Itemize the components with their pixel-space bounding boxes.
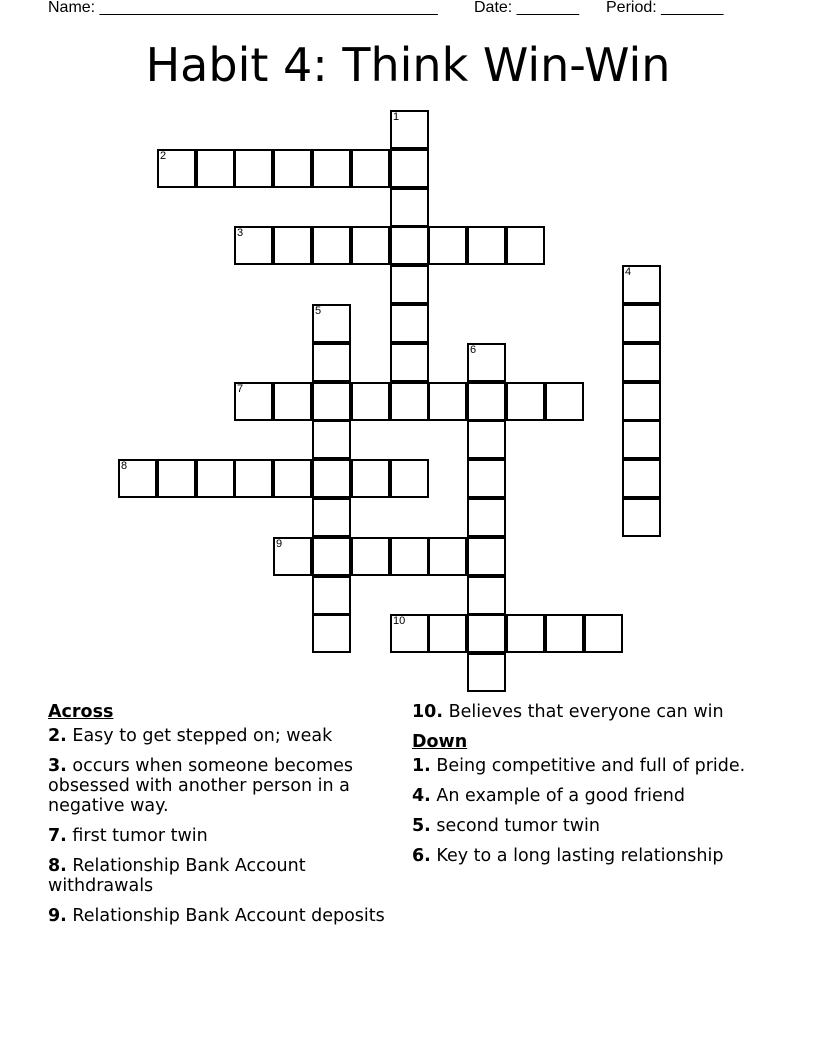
crossword-cell[interactable] <box>390 382 429 421</box>
clue-down-6: 6. Key to a long lasting relationship <box>412 846 724 866</box>
crossword-cell[interactable] <box>622 459 661 498</box>
crossword-cell[interactable] <box>584 614 623 653</box>
clue-down-4: 4. An example of a good friend <box>412 786 685 806</box>
crossword-cell[interactable] <box>312 537 351 576</box>
clue-across-9: 9. Relationship Bank Account deposits <box>48 906 385 926</box>
crossword-cell[interactable] <box>312 498 351 537</box>
crossword-cell[interactable] <box>312 343 351 382</box>
crossword-cell[interactable] <box>467 382 506 421</box>
crossword-cell[interactable] <box>273 149 312 188</box>
crossword-cell[interactable] <box>390 149 429 188</box>
crossword-cell[interactable] <box>622 498 661 537</box>
crossword-cell[interactable] <box>390 110 429 149</box>
crossword-cell[interactable] <box>545 382 584 421</box>
crossword-cell[interactable] <box>467 614 506 653</box>
down-heading: Down <box>412 732 468 752</box>
crossword-cell[interactable] <box>428 226 467 265</box>
crossword-cell[interactable] <box>118 459 157 498</box>
crossword-cell[interactable] <box>273 382 312 421</box>
crossword-cell[interactable] <box>312 149 351 188</box>
crossword-cell[interactable] <box>390 304 429 343</box>
crossword-cell[interactable] <box>196 149 235 188</box>
clue-down-5: 5. second tumor twin <box>412 816 600 836</box>
crossword-cell[interactable] <box>622 420 661 459</box>
crossword-cell[interactable] <box>234 149 273 188</box>
crossword-cell[interactable] <box>312 420 351 459</box>
crossword-cell[interactable] <box>157 459 196 498</box>
page-title: Habit 4: Think Win-Win <box>145 38 671 92</box>
clue-across-3: 3. occurs when someone becomes obsessed with another person in a negative way. <box>48 756 354 816</box>
crossword-cell[interactable] <box>467 226 506 265</box>
clue-number-label: 7 <box>237 383 244 395</box>
date-field-label: Date: _______ <box>474 0 579 16</box>
period-field-label: Period: _______ <box>606 0 724 16</box>
crossword-cell[interactable] <box>390 459 429 498</box>
clue-number-label: 1 <box>393 111 400 123</box>
clue-across-7: 7. first tumor twin <box>48 826 208 846</box>
crossword-cell[interactable] <box>622 343 661 382</box>
clue-across-10: 10. Believes that everyone can win <box>412 702 724 722</box>
clue-number-label: 5 <box>315 305 322 317</box>
clue-across-8: 8. Relationship Bank Account withdrawals <box>48 856 306 896</box>
crossword-cell[interactable] <box>351 382 390 421</box>
crossword-cell[interactable] <box>506 614 545 653</box>
crossword-cell[interactable] <box>622 382 661 421</box>
crossword-cell[interactable] <box>196 459 235 498</box>
crossword-cell[interactable] <box>506 226 545 265</box>
crossword-cell[interactable] <box>428 537 467 576</box>
crossword-cell[interactable] <box>312 304 351 343</box>
crossword-cell[interactable] <box>390 343 429 382</box>
crossword-cell[interactable] <box>312 576 351 615</box>
clue-down-1: 1. Being competitive and full of pride. <box>412 756 746 776</box>
clue-number-label: 10 <box>393 615 406 627</box>
crossword-cell[interactable] <box>351 537 390 576</box>
crossword-cell[interactable] <box>467 653 506 692</box>
crossword-cell[interactable] <box>157 149 196 188</box>
clue-number-label: 8 <box>121 460 128 472</box>
crossword-cell[interactable] <box>390 226 429 265</box>
name-field-label: Name: ______________________________________ <box>48 0 438 16</box>
crossword-cell[interactable] <box>273 226 312 265</box>
crossword-cell[interactable] <box>234 226 273 265</box>
crossword-cell[interactable] <box>234 382 273 421</box>
crossword-cell[interactable] <box>312 226 351 265</box>
crossword-cell[interactable] <box>622 265 661 304</box>
crossword-cell[interactable] <box>467 576 506 615</box>
crossword-cell[interactable] <box>467 459 506 498</box>
crossword-cell[interactable] <box>467 420 506 459</box>
clue-number-label: 3 <box>237 227 244 239</box>
crossword-cell[interactable] <box>390 614 429 653</box>
crossword-cell[interactable] <box>351 459 390 498</box>
crossword-cell[interactable] <box>390 537 429 576</box>
crossword-cell[interactable] <box>428 614 467 653</box>
crossword-cell[interactable] <box>273 537 312 576</box>
clue-column-right <box>412 702 762 876</box>
crossword-cell[interactable] <box>312 382 351 421</box>
clue-across-2: 2. Easy to get stepped on; weak <box>48 726 333 746</box>
crossword-cell[interactable] <box>312 459 351 498</box>
clue-column-left <box>48 702 393 936</box>
crossword-cell[interactable] <box>390 265 429 304</box>
crossword-cell[interactable] <box>467 498 506 537</box>
crossword-cell[interactable] <box>234 459 273 498</box>
crossword-cell[interactable] <box>467 343 506 382</box>
clue-number-label: 9 <box>276 538 283 550</box>
clue-number-label: 4 <box>625 266 632 278</box>
crossword-cell[interactable] <box>312 614 351 653</box>
across-heading: Across <box>48 702 114 722</box>
crossword-cell[interactable] <box>467 537 506 576</box>
crossword-cell[interactable] <box>506 382 545 421</box>
clue-number-label: 6 <box>470 344 477 356</box>
crossword-cell[interactable] <box>351 226 390 265</box>
crossword-cell[interactable] <box>351 149 390 188</box>
crossword-cell[interactable] <box>545 614 584 653</box>
clue-number-label: 2 <box>160 150 167 162</box>
crossword-cell[interactable] <box>622 304 661 343</box>
crossword-cell[interactable] <box>428 382 467 421</box>
crossword-cell[interactable] <box>390 188 429 227</box>
crossword-cell[interactable] <box>273 459 312 498</box>
